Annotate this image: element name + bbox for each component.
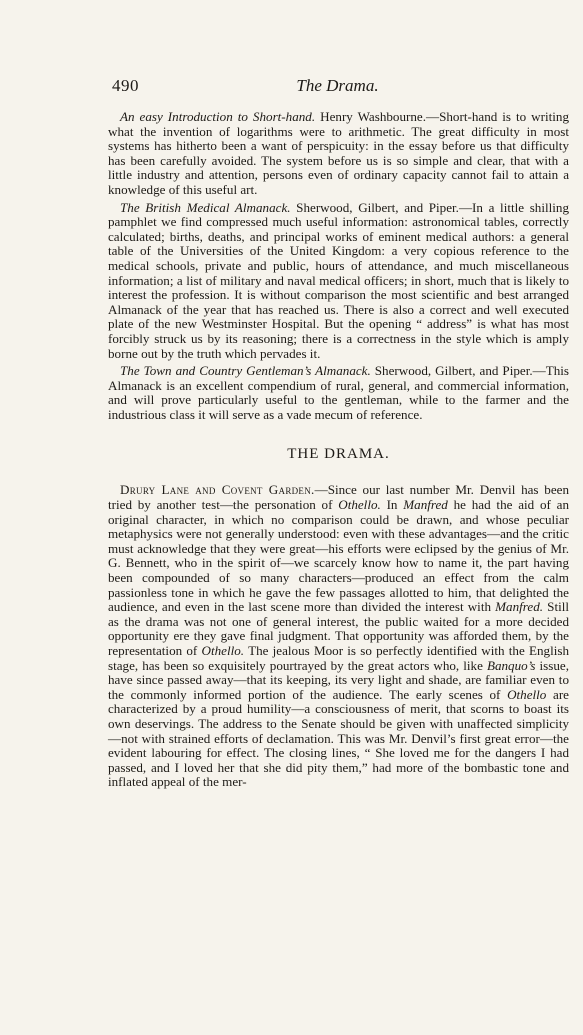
italic-run: Othello.	[201, 643, 245, 658]
italic-run: Banquo’s	[486, 657, 536, 673]
review-text: Henry Washbourne.—Short-hand is to writing what the invention of logarithms were to arithmetic. The great difficulty in most systems has hitherto been a want of perspicuity: in the essay before us that difficulty has been carefully avoided. The system before us is so simple and clear, that with a little industry and attention, persons even of ordinary capacity cannot fail to attain a knowledge of this useful art.	[108, 109, 569, 197]
italic-run: Manfred.	[495, 599, 544, 615]
review-text: Sherwood, Gilbert, and Piper.—This Almanack is an excellent compendium of rural, general, and commercial information, and will prove particularly useful to the gentleman, while to the farmer and the industrious class it will serve as a vade mecum of reference.	[108, 363, 569, 422]
text-run: —Since our last number Mr. Denvil has been tried by another test—the personation of	[108, 482, 569, 513]
drama-lead: Drury Lane and Covent Garden.	[120, 482, 315, 498]
italic-run: Othello.	[338, 497, 381, 513]
italic-run: Othello	[507, 686, 547, 702]
review-short-hand	[108, 110, 569, 198]
running-header	[112, 76, 563, 98]
running-title: The Drama.	[296, 76, 379, 95]
text-run: Still as the drama was not one of general interest, the public waited for a more decided opportunity ere they gave final judgment. That opportunity was afforded them, by the representation of	[108, 599, 569, 658]
review-medical-almanack	[108, 201, 569, 362]
text-run: The jealous Moor is so perfectly identified with the English stage, has been so exquisitely pourtrayed by the great actors who, like	[108, 643, 569, 673]
section-heading: THE DRAMA.	[287, 446, 390, 463]
review-text: Sherwood, Gilbert, and Piper.—In a little shilling pamphlet we find compressed much useful information: astronomical tables, correctly calculated; births, deaths, and principal works of eminent medical authors: a general table of the Universities of the United Kingdom: a very copious reference to the medical schools, private and public, hours of attendance, and much miscellaneous information; a list of military and naval medical officers; in short, much that is likely to interest the profession. It is without comparison the most scientific and best arranged Almanack of the year that has reached us. There is also a correct and well executed plate of the new Westminster Hospital. But the opening “ address” is what has most forcibly struck us by its reasoning; there is a correctness in the style which is amply borne out by the truth which pervades it.	[108, 199, 569, 361]
review-title: The Town and Country Gentleman’s Almanack.	[120, 363, 371, 379]
drama-paragraph	[108, 483, 569, 789]
italic-run: Manfred	[403, 497, 448, 513]
text-run: are characterized by a proud humility—a consciousness of merit, that scorns to boast its own deservings. The address to the Senate should be given with unaffected simplicity—not with strained efforts of declamation. This was Mr. Denvil’s first great error—the evident labouring for effect. The closing lines, “ She loved me for the dangers I had passed, and I loved her that she did pity them,” had more of the bombastic tone and inflated appeal of the mer-	[108, 686, 569, 790]
review-gentlemans-almanack	[108, 364, 569, 422]
text-run: he had the aid of an original character, in which no comparison could be drawn, and whose peculiar metaphysics were not generally understood: even with these advantages—and the critic must acknowledge that they were great—his efforts were eclipsed by the genius of Mr. G. Bennett, who in the spirit of—we scarcely know how to name it, the part having been compounded of so many characters—produced an effect from the calm passionless tone in which he gave the few passages allotted to him, that delighted the audience, and even in the last scene more than divided the interest with	[108, 497, 569, 615]
page-number: 490	[112, 76, 139, 95]
page-body	[108, 110, 569, 790]
text-run: In	[380, 497, 404, 513]
review-title: An easy Introduction to Short-hand.	[120, 109, 316, 124]
text-run: issue, have since passed away—that its keeping, its very light and shade, are familiar even to the commonly informed portion of the audience. The early scenes of	[108, 657, 569, 702]
review-title: The British Medical Almanack.	[120, 199, 291, 215]
